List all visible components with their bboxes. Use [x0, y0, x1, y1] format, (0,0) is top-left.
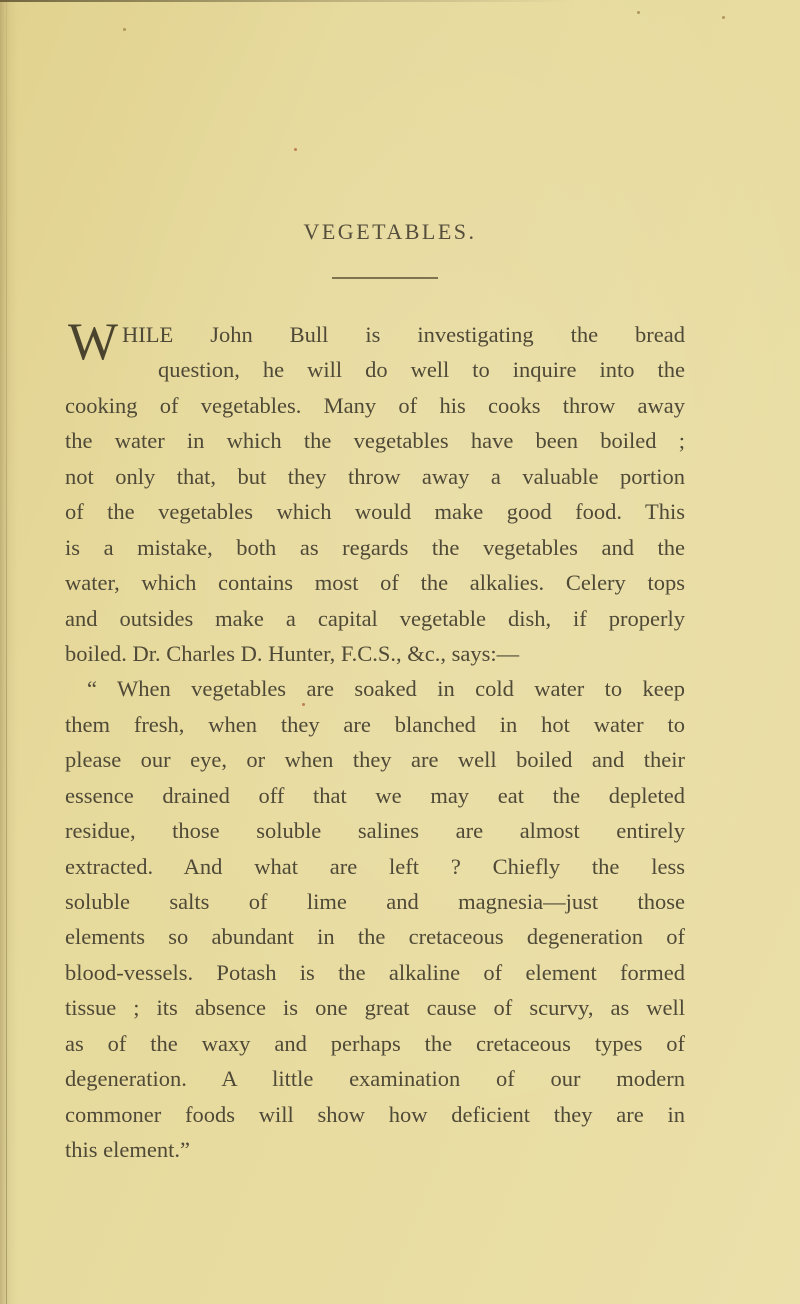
paper-speck: [637, 11, 640, 14]
text-line: not only that, but they throw away a valuable portion: [65, 463, 685, 489]
text-lines: [65, 313, 685, 1168]
page-top-edge-shadow: [0, 0, 576, 2]
text-line: “ When vegetables are soaked in cold water to keep: [87, 676, 685, 702]
text-line: elements so abundant in the cretaceous degeneration of: [65, 924, 685, 950]
paper-speck: [294, 148, 297, 151]
page-gutter-shadow: [0, 0, 18, 1304]
text-line: HILE John Bull is investigating the bread: [122, 322, 685, 347]
page-body: [65, 313, 685, 1168]
text-line: extracted. And what are left ? Chiefly the less: [65, 853, 685, 879]
text-line: boiled. Dr. Charles D. Hunter, F.C.S., &c., says:—: [65, 640, 520, 666]
text-line: question, he will do well to inquire into the: [158, 357, 685, 383]
title-divider-rule: [332, 277, 438, 279]
text-line: soluble salts of lime and magnesia—just those: [65, 889, 685, 914]
text-line: please our eye, or when they are well boiled and their: [65, 747, 685, 773]
text-line: cooking of vegetables. Many of his cooks throw away: [65, 392, 685, 418]
text-line: of the vegetables which would make good food. This: [65, 499, 685, 525]
text-line: essence drained off that we may eat the depleted: [65, 782, 685, 808]
page-gutter-crease: [6, 0, 7, 1304]
chapter-title: VEGETABLES.: [303, 219, 477, 244]
text-line: the water in which the vegetables have been boiled ;: [65, 428, 685, 454]
text-line: water, which contains most of the alkalies. Celery tops: [65, 570, 685, 596]
text-line: commoner foods will show how deficient they are in: [65, 1101, 685, 1127]
text-line: and outsides make a capital vegetable dish, if properly: [65, 605, 685, 631]
text-line: this element.”: [65, 1137, 190, 1163]
text-line: tissue ; its absence is one great cause of scurvy, as well: [65, 995, 685, 1021]
drop-cap-letter: W: [68, 313, 119, 371]
paper-speck: [123, 28, 126, 31]
text-line: degeneration. A little examination of our modern: [65, 1066, 685, 1092]
text-line: is a mistake, both as regards the vegetables and the: [65, 534, 685, 560]
text-line: blood-vessels. Potash is the alkaline of element formed: [65, 959, 685, 985]
text-line: them fresh, when they are blanched in hot water to: [65, 711, 685, 737]
text-line: as of the waxy and perhaps the cretaceous types of: [65, 1030, 685, 1056]
text-line: residue, those soluble salines are almost entirely: [65, 818, 685, 844]
paper-speck: [722, 16, 725, 19]
